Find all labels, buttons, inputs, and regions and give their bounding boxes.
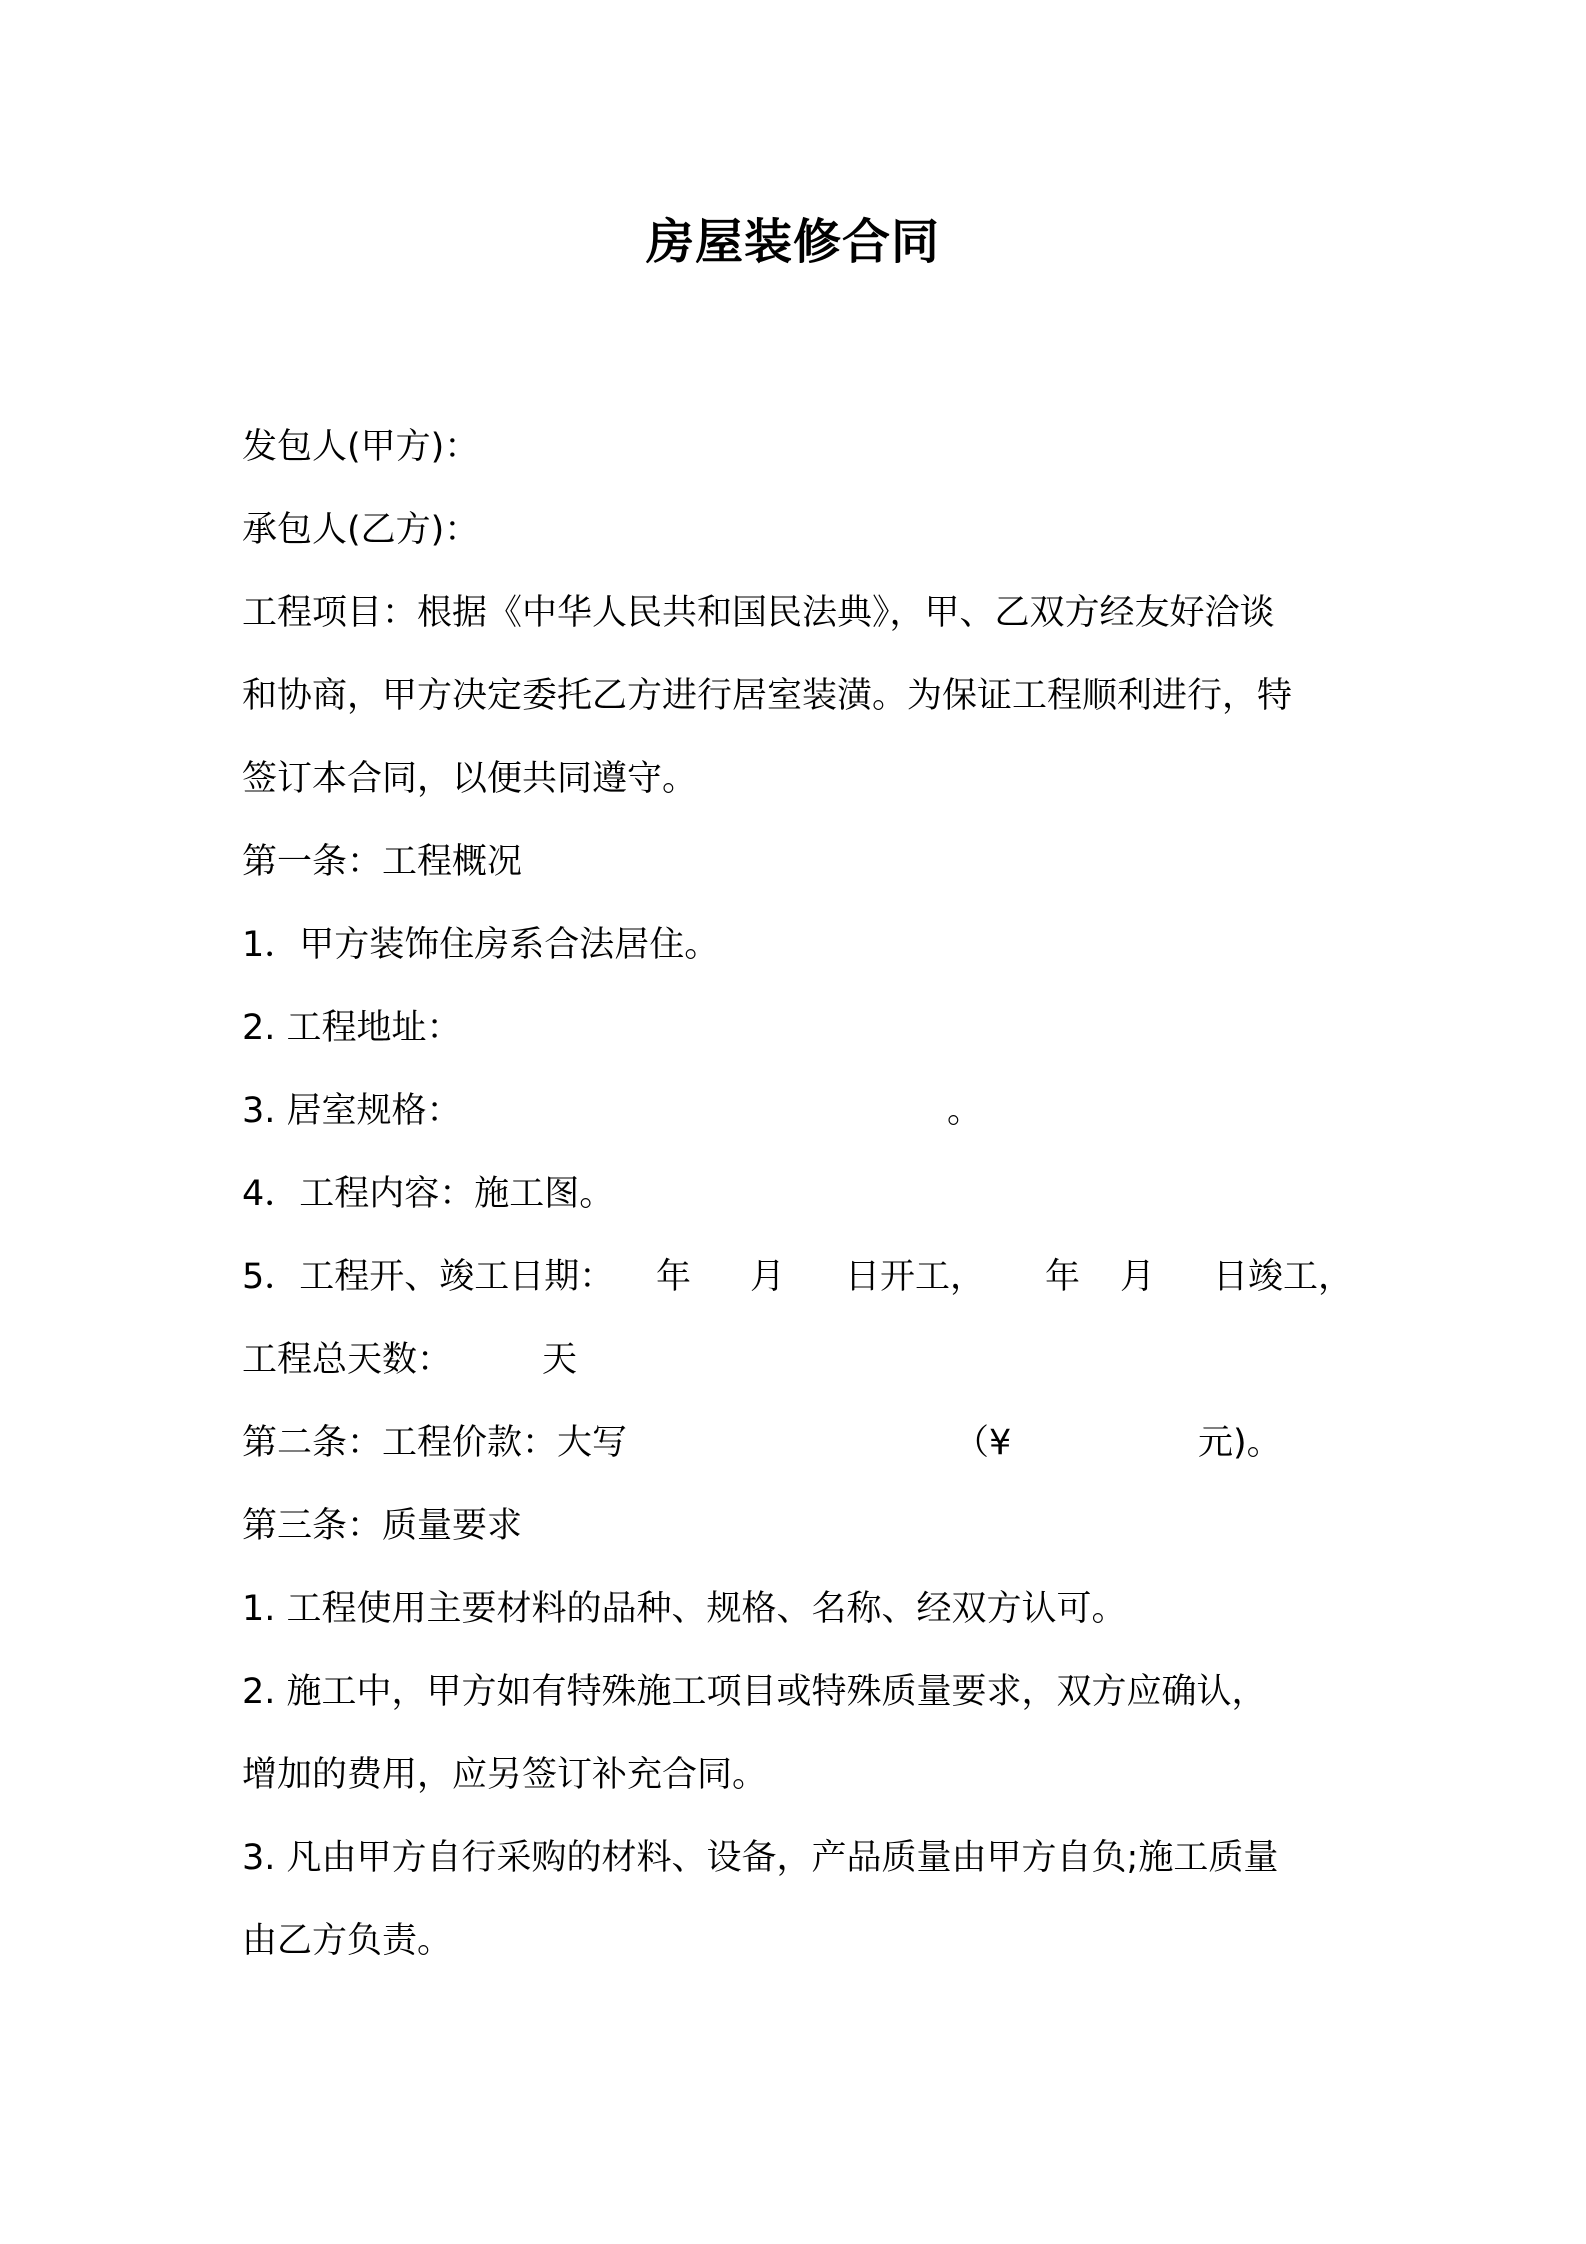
party-b-line: 承包人(乙方)： <box>242 510 480 550</box>
article-3-item-1: 1. 工程使用主要材料的品种、规格、名称、经双方认可。 <box>242 1589 1127 1629</box>
contract-body <box>242 406 1362 1983</box>
party-a-line: 发包人(甲方)： <box>242 427 480 467</box>
start-month: 月 <box>750 1257 786 1297</box>
total-days-line <box>242 1319 1362 1402</box>
article-2-line <box>242 1402 1362 1485</box>
start-day: 日开工， <box>845 1257 986 1297</box>
article-3-heading: 第三条：质量要求 <box>242 1506 523 1546</box>
article-1-heading: 第一条：工程概况 <box>242 842 523 882</box>
end-year: 年 <box>1045 1257 1081 1297</box>
total-days-unit: 天 <box>542 1340 578 1380</box>
price-yen: （¥ <box>954 1423 1012 1463</box>
project-line-3: 签订本合同，以便共同遵守。 <box>242 759 698 799</box>
end-day: 日竣工， <box>1213 1257 1354 1297</box>
article-3-item-2-line-1: 2. 施工中，甲方如有特殊施工项目或特殊质量要求，双方应确认， <box>242 1672 1267 1712</box>
project-line-2: 和协商，甲方决定委托乙方进行居室装潢。为保证工程顺利进行，特 <box>242 676 1293 716</box>
project-line-1: 工程项目：根据《中华人民共和国民法典》，甲、乙双方经友好洽谈 <box>242 593 1275 633</box>
article-1-item-2: 2. 工程地址： <box>242 1008 462 1048</box>
price-label: 第二条：工程价款：大写 <box>242 1423 628 1463</box>
article-1-item-1: 1．甲方装饰住房系合法居住。 <box>242 925 720 965</box>
end-month: 月 <box>1120 1257 1156 1297</box>
start-year: 年 <box>656 1257 692 1297</box>
schedule-label: 5．工程开、竣工日期： <box>242 1257 615 1297</box>
article-3-item-3-line-1: 3. 凡由甲方自行采购的材料、设备，产品质量由甲方自负;施工质量 <box>242 1838 1279 1878</box>
article-1-item-5 <box>242 1236 1362 1319</box>
document-title: 房屋装修合同 <box>645 214 940 270</box>
article-1-item-4: 4．工程内容：施工图。 <box>242 1174 615 1214</box>
room-spec-end: 。 <box>947 1091 983 1131</box>
room-spec-label: 3. 居室规格： <box>242 1091 462 1131</box>
article-3-item-2-line-2: 增加的费用，应另签订补充合同。 <box>242 1755 768 1795</box>
article-3-item-3-line-2: 由乙方负责。 <box>242 1921 453 1961</box>
price-yuan: 元)。 <box>1198 1423 1282 1463</box>
total-days-label: 工程总天数： <box>242 1340 453 1380</box>
article-1-item-3 <box>242 1070 1362 1153</box>
